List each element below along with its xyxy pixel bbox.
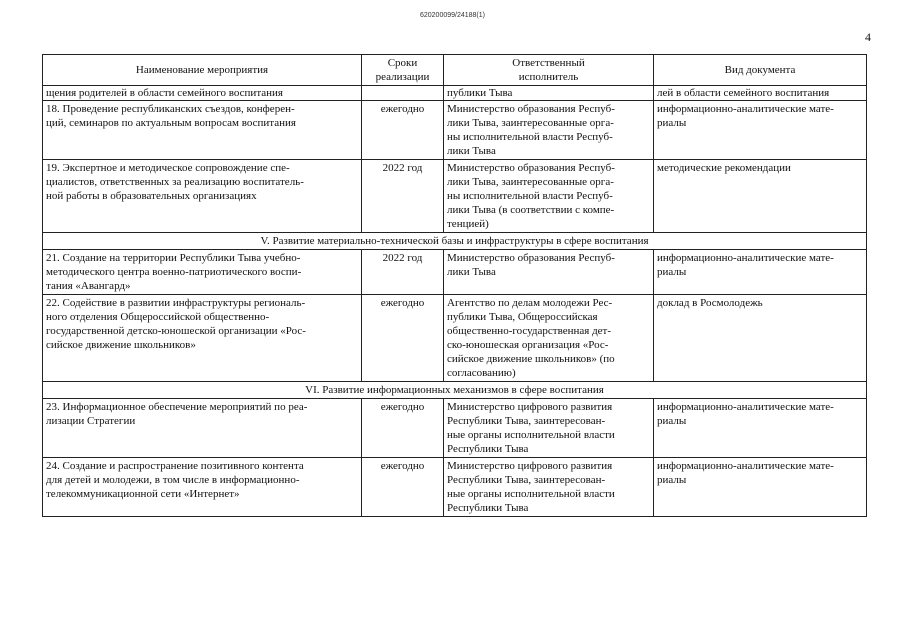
- cell-name: 21. Создание на территории Республики Тыва учебно- методического центра военно-патриотического воспи- тания «Авангард»: [43, 250, 362, 295]
- cell-term: ежегодно: [362, 101, 444, 160]
- cell-term: [362, 86, 444, 101]
- cell-document-type: информационно-аналитические мате- риалы: [654, 399, 867, 458]
- cell-document-type: информационно-аналитические мате- риалы: [654, 458, 867, 517]
- table-row: [43, 399, 867, 458]
- section-title: VI. Развитие информационных механизмов в сфере воспитания: [43, 382, 867, 399]
- cell-executor: Агентство по делам молодежи Рес- публики Тыва, Общероссийская общественно-государственная дет- ско-юношеская организация «Рос- сийское движение школьников» (по согласованию): [444, 295, 654, 382]
- table-row: [43, 160, 867, 233]
- cell-term: 2022 год: [362, 250, 444, 295]
- page-number: 4: [865, 30, 871, 44]
- cell-executor: Министерство образования Респуб- лики Тыва, заинтересованные орга- ны исполнительной власти Респуб- лики Тыва: [444, 101, 654, 160]
- cell-name: 23. Информационное обеспечение мероприятий по реа- лизации Стратегии: [43, 399, 362, 458]
- table-row: [43, 458, 867, 517]
- cell-term: 2022 год: [362, 160, 444, 233]
- cell-executor: публики Тыва: [444, 86, 654, 101]
- section-row-6: [43, 382, 867, 399]
- cell-term: ежегодно: [362, 458, 444, 517]
- cell-document-type: информационно-аналитические мате- риалы: [654, 250, 867, 295]
- table-row-continuation: [43, 86, 867, 101]
- section-title: V. Развитие материально-технической базы и инфраструктуры в сфере воспитания: [43, 233, 867, 250]
- cell-name: щения родителей в области семейного воспитания: [43, 86, 362, 101]
- table-row: [43, 295, 867, 382]
- cell-executor: Министерство образования Респуб- лики Тыва, заинтересованные орга- ны исполнительной власти Респуб- лики Тыва (в соответствии с компе- тенцией): [444, 160, 654, 233]
- cell-document-type: методические рекомендации: [654, 160, 867, 233]
- table-row: [43, 101, 867, 160]
- cell-executor: Министерство образования Респуб- лики Тыва: [444, 250, 654, 295]
- cell-name: 19. Экспертное и методическое сопровождение спе- циалистов, ответственных за реализацию воспитатель- ной работы в образовательных организациях: [43, 160, 362, 233]
- column-header-name: Наименование мероприятия: [43, 55, 362, 86]
- cell-document-type: лей в области семейного воспитания: [654, 86, 867, 101]
- column-header-term: Сроки реализации: [362, 55, 444, 86]
- cell-term: ежегодно: [362, 399, 444, 458]
- cell-executor: Министерство цифрового развития Республики Тыва, заинтересован- ные органы исполнительной власти Республики Тыва: [444, 399, 654, 458]
- document-id: 620200099/24188(1): [419, 12, 485, 19]
- activities-table: [42, 54, 867, 517]
- section-row-5: [43, 233, 867, 250]
- table-header-row: [43, 55, 867, 86]
- cell-term: ежегодно: [362, 295, 444, 382]
- cell-name: 24. Создание и распространение позитивного контента для детей и молодежи, в том числе в информационно- телекоммуникационной сети «Интернет»: [43, 458, 362, 517]
- cell-executor: Министерство цифрового развития Республики Тыва, заинтересован- ные органы исполнительной власти Республики Тыва: [444, 458, 654, 517]
- cell-document-type: информационно-аналитические мате- риалы: [654, 101, 867, 160]
- column-header-document-type: Вид документа: [654, 55, 867, 86]
- cell-name: 22. Содействие в развитии инфраструктуры региональ- ного отделения Общероссийской общественно- государственной детско-юношеской организации «Рос- сийское движение школьников»: [43, 295, 362, 382]
- cell-name: 18. Проведение республиканских съездов, конферен- ций, семинаров по актуальным вопросам воспитания: [43, 101, 362, 160]
- cell-document-type: доклад в Росмолодежь: [654, 295, 867, 382]
- table-row: [43, 250, 867, 295]
- column-header-executor: Ответственный исполнитель: [444, 55, 654, 86]
